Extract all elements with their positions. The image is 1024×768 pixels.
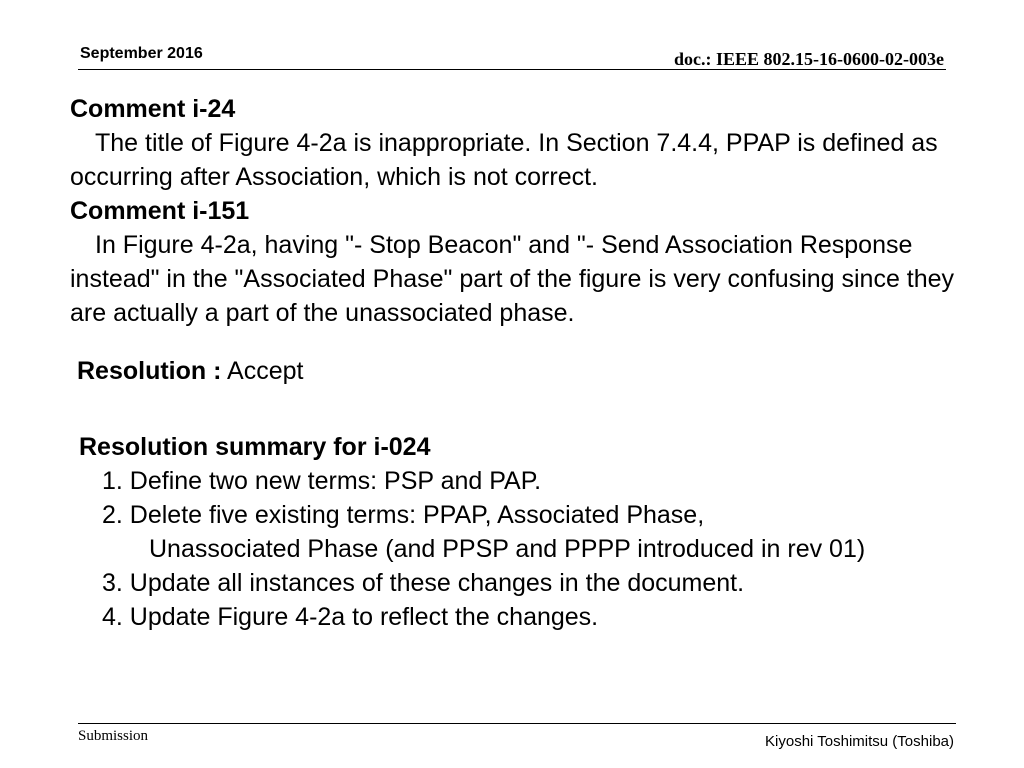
resolution-summary: [79, 430, 865, 634]
resolution-value: Accept: [227, 357, 304, 385]
summary-title: Resolution summary for i-024: [79, 433, 431, 461]
header-doc-id: doc.: IEEE 802.15-16-0600-02-003e: [674, 49, 944, 69]
resolution-line: [77, 354, 303, 388]
header-divider: [78, 69, 946, 70]
comments-section: [70, 92, 970, 330]
summary-item: 1. Define two new terms: PSP and PAP.: [102, 467, 542, 495]
resolution-label: Resolution :: [77, 357, 222, 385]
summary-item-continuation: Unassociated Phase (and PPSP and PPPP introduced in rev 01): [149, 535, 866, 563]
comment-title: Comment i-24: [70, 95, 236, 123]
comment-text: In Figure 4-2a, having "- Stop Beacon" and "- Send Association Response instead" in the "Associated Phase" part of the figure is very confusing since they are actually a part of the unassociated phase.: [70, 231, 955, 327]
footer-author: Kiyoshi Toshimitsu (Toshiba): [765, 733, 954, 750]
summary-item: 3. Update all instances of these changes in the document.: [102, 569, 745, 597]
footer-divider: [78, 723, 956, 724]
footer-submission: Submission: [78, 728, 149, 744]
comment-text: The title of Figure 4-2a is inappropriate. In Section 7.4.4, PPAP is defined as occurring after Association, which is not correct.: [70, 129, 938, 191]
comment-title: Comment i-151: [70, 197, 250, 225]
header-date: September 2016: [80, 45, 203, 62]
summary-item: 2. Delete five existing terms: PPAP, Associated Phase,: [102, 501, 705, 529]
summary-item: 4. Update Figure 4-2a to reflect the changes.: [102, 603, 599, 631]
